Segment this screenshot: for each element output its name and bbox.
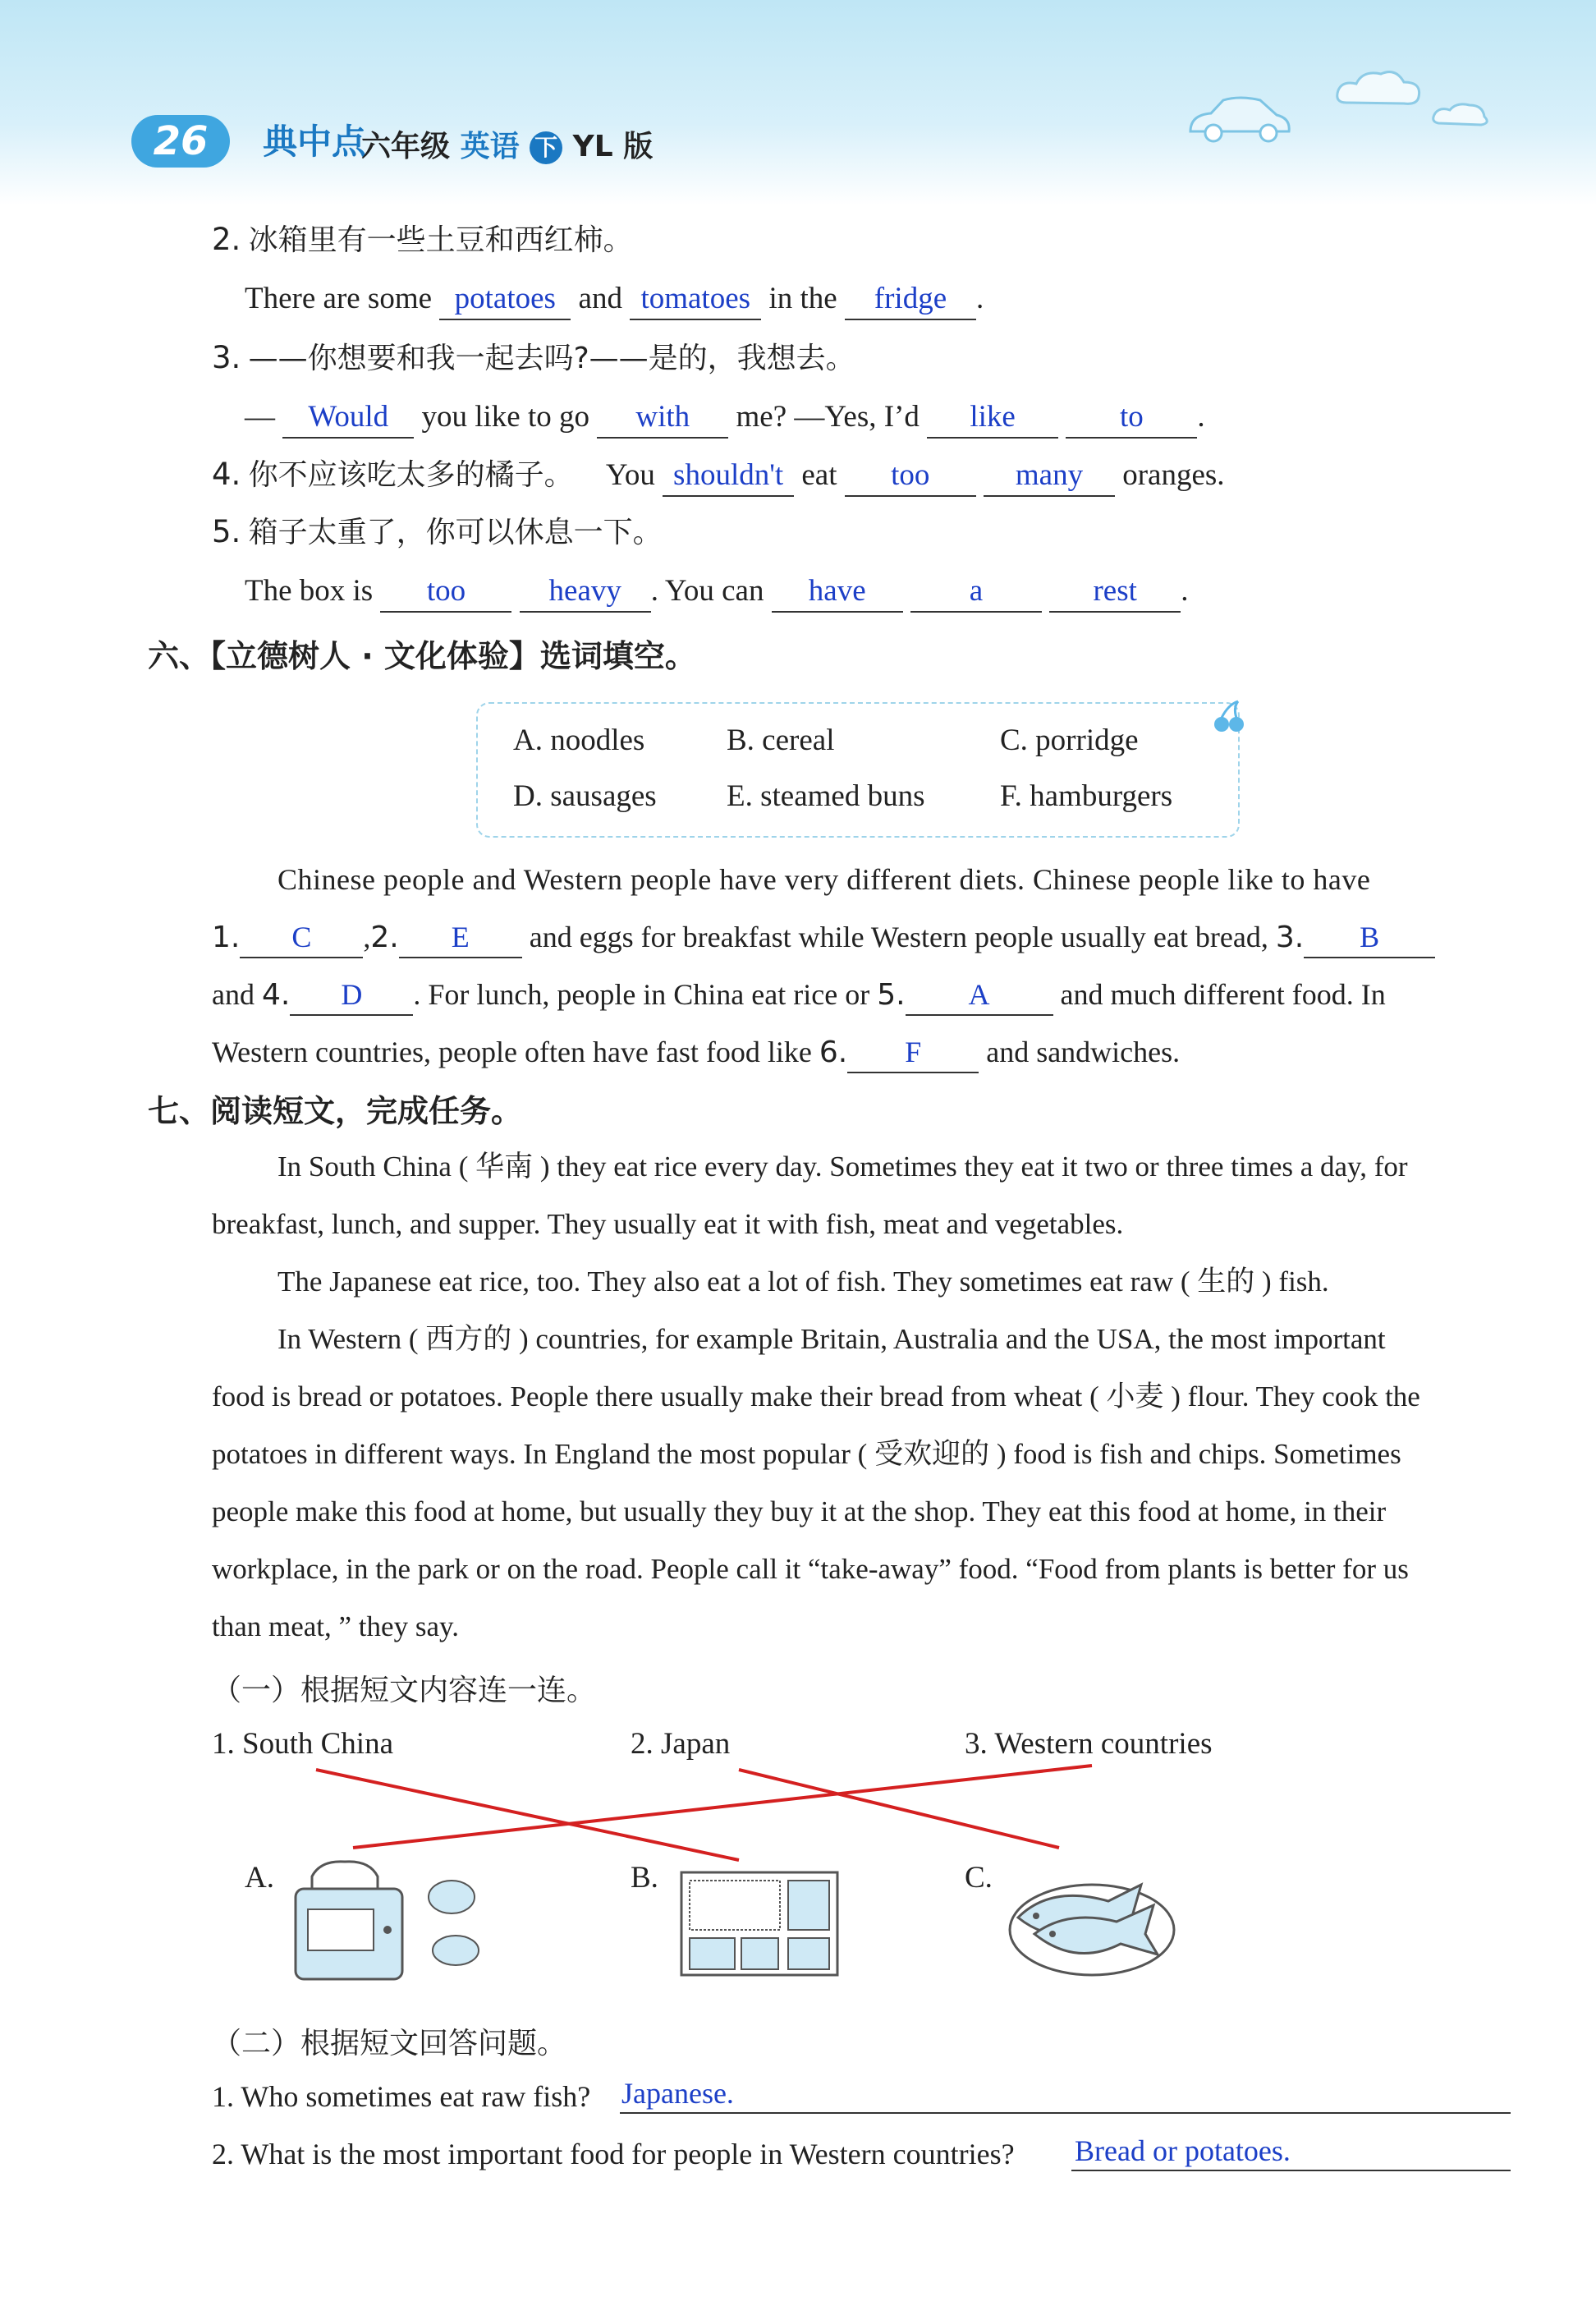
sentence-text: and [578, 282, 622, 315]
question-4 [212, 457, 1225, 497]
match-item-3: 3. Western countries [965, 1727, 1213, 1761]
answer-blank[interactable]: D [290, 977, 413, 1016]
chinese-prompt: 箱子太重了，你可以休息一下。 [248, 516, 663, 549]
option-b: B. cereal [727, 723, 835, 757]
chinese-prompt: ——你想要和我一起去吗?——是的，我想去。 [248, 342, 855, 375]
answer-field-2[interactable] [1071, 2134, 1511, 2171]
match-item-2: 2. Japan [631, 1727, 731, 1761]
option-c: C. porridge [1000, 723, 1139, 757]
sentence-text: Western countries, people often have fast food like [212, 1036, 812, 1068]
sentence-text: . [975, 282, 984, 315]
passage-line: than meat, ” they say. [212, 1610, 459, 1642]
answer-blank[interactable]: a [910, 573, 1042, 613]
answer-blank[interactable]: too [380, 573, 511, 613]
blank-number: 1. [212, 921, 241, 954]
question-number: 4. [212, 457, 241, 492]
cloze-line-2 [212, 920, 1435, 958]
answer-blank[interactable]: F [847, 1035, 979, 1073]
answer-blank[interactable]: to [1066, 399, 1197, 439]
answer-text: Japanese. [621, 2077, 734, 2110]
sentence-text: eat [801, 458, 837, 492]
passage-line: breakfast, lunch, and supper. They usually eat it with fish, meat and vegetables. [212, 1208, 1124, 1240]
question-number: 2. [212, 222, 241, 257]
answer-question-2 [212, 2137, 1015, 2172]
answer-blank[interactable]: B [1304, 920, 1435, 958]
sentence-text: you like to go [421, 400, 590, 434]
answer-blank[interactable]: rest [1049, 573, 1181, 613]
chinese-prompt: 冰箱里有一些土豆和西红柿。 [248, 223, 633, 257]
match-line-3-a [353, 1766, 1092, 1848]
cherry-icon [1208, 696, 1250, 737]
answer-blank[interactable]: potatoes [439, 281, 571, 320]
answer-blank[interactable]: many [984, 457, 1115, 497]
answer-blank[interactable]: with [597, 399, 728, 439]
answer-blank[interactable]: E [399, 920, 522, 958]
subject-label: 英语 [460, 130, 520, 163]
answer-blank[interactable]: fridge [845, 281, 976, 320]
sentence-text: , [363, 921, 371, 953]
blank-number: 5. [877, 978, 906, 1012]
match-line-2-c [739, 1770, 1059, 1848]
sentence-text: There are some [245, 282, 433, 315]
sentence-text: oranges. [1122, 458, 1225, 492]
fish-plate-picture [1002, 1852, 1190, 1983]
picture-label-b: B. [631, 1861, 658, 1895]
small-cloud-icon [1429, 99, 1494, 131]
answer-blank[interactable]: C [240, 920, 363, 958]
edition-label: YL 版 [572, 130, 654, 163]
answer-blank[interactable]: heavy [520, 573, 651, 613]
question-3-prompt [212, 340, 855, 377]
option-e: E. steamed buns [727, 779, 925, 813]
blank-number: 6. [819, 1036, 848, 1069]
answer-blank[interactable]: Would [282, 399, 414, 439]
passage-line: workplace, in the park or on the road. People call it “take-away” food. “Food from plants is better for us [212, 1553, 1409, 1585]
chinese-prompt: 你不应该吃太多的橘子。 [248, 458, 574, 492]
bento-box-picture [677, 1868, 842, 1983]
answer-blank[interactable]: A [906, 977, 1053, 1016]
car-icon [1182, 90, 1297, 148]
blank-number: 2. [370, 921, 399, 954]
blank-number: 4. [261, 978, 291, 1012]
option-d: D. sausages [513, 779, 657, 813]
match-line-1-b [316, 1770, 739, 1860]
picture-label-c: C. [965, 1861, 993, 1895]
sentence-text: . [1181, 574, 1189, 608]
sentence-text: The box is [245, 574, 374, 608]
cloze-line-3 [212, 977, 1386, 1016]
answer-text: Bread or potatoes. [1075, 2134, 1291, 2167]
option-a: A. noodles [513, 723, 645, 757]
dash: — [245, 400, 275, 434]
question-5-sentence [245, 573, 1188, 613]
part-1-title: （一）根据短文内容连一连。 [212, 1674, 597, 1707]
sentence-text: and sandwiches. [986, 1036, 1181, 1068]
sentence-text: . You can [650, 574, 764, 608]
passage-line: The Japanese eat rice, too. They also eat a lot of fish. They sometimes eat raw ( 生的 ) fish. [277, 1265, 1329, 1298]
page-number: 26 [131, 115, 230, 168]
question-2-sentence [245, 281, 984, 320]
answer-blank[interactable]: have [772, 573, 903, 613]
cloze-line-1: Chinese people and Western people have very different diets. Chinese people like to have [277, 863, 1371, 896]
grade-label: 六年级 [361, 130, 451, 163]
cloud-icon [1330, 66, 1429, 115]
cloze-line-4 [212, 1035, 1180, 1073]
question-text: 2. What is the most important food for people in Western countries? [212, 2138, 1015, 2170]
toaster-potatoes-picture [287, 1852, 493, 1991]
option-f: F. hamburgers [1000, 779, 1173, 813]
blank-number: 3. [1275, 921, 1305, 954]
brand-logo: 典中点 [263, 122, 367, 162]
picture-label-a: A. [245, 1861, 274, 1895]
question-number: 3. [212, 340, 241, 375]
answer-blank[interactable]: like [927, 399, 1058, 439]
sentence-text: and [212, 978, 255, 1011]
section-6-title: 六、【立德树人 · 文化体验】选词填空。 [148, 638, 696, 674]
answer-field-1[interactable] [620, 2076, 1511, 2114]
sentence-text: and much different food. In [1060, 978, 1386, 1011]
answer-blank[interactable]: shouldn't [663, 457, 794, 497]
part-2-title: （二）根据短文回答问题。 [212, 2027, 567, 2060]
question-3-sentence [245, 399, 1205, 439]
passage-line: potatoes in different ways. In England the most popular ( 受欢迎的 ) food is fish and chips. Sometimes [212, 1438, 1401, 1470]
passage-line: In South China ( 华南 ) they eat rice every day. Sometimes they eat it two or three times a day, for [277, 1151, 1408, 1183]
answer-blank[interactable]: too [845, 457, 976, 497]
section-7-title: 七、阅读短文，完成任务。 [148, 1093, 523, 1129]
question-number: 5. [212, 514, 241, 549]
passage-line: In Western ( 西方的 ) countries, for example Britain, Australia and the USA, the most important [277, 1323, 1386, 1355]
answer-question-1 [212, 2079, 590, 2115]
match-item-1: 1. South China [212, 1727, 393, 1761]
passage-line: people make this food at home, but usually they buy it at the shop. They eat this food at home, in their [212, 1495, 1387, 1527]
volume-badge: 下 [530, 131, 562, 164]
question-2-prompt [212, 222, 633, 259]
sentence-text: me? —Yes, I’d [736, 400, 920, 434]
question-text: 1. Who sometimes eat raw fish? [212, 2080, 591, 2113]
sentence-text: . [1197, 400, 1205, 434]
sentence-text: in the [768, 282, 837, 315]
sentence-text: and eggs for breakfast while Western people usually eat bread, [529, 921, 1268, 953]
passage-line: food is bread or potatoes. People there usually make their bread from wheat ( 小麦 ) flour. They cook the [212, 1380, 1420, 1412]
question-5-prompt [212, 514, 663, 551]
sentence-text: You [605, 458, 655, 492]
book-title [361, 123, 653, 165]
answer-blank[interactable]: tomatoes [630, 281, 761, 320]
sentence-text: . For lunch, people in China eat rice or [413, 978, 870, 1011]
